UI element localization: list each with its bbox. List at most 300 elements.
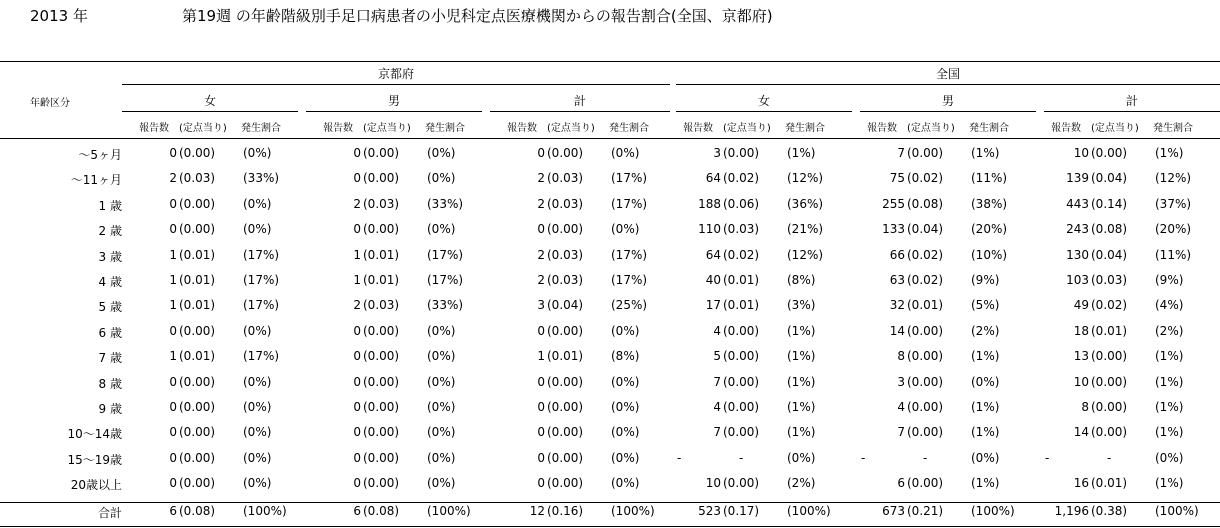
report-count: 0 xyxy=(353,323,361,338)
per-sentinel: (0.00) xyxy=(179,476,216,491)
per-sentinel: (0.02) xyxy=(723,247,760,262)
table-row xyxy=(0,241,1220,266)
per-sentinel: (0.01) xyxy=(179,273,216,287)
report-count: - xyxy=(1045,450,1050,465)
report-count: 1,196 xyxy=(1054,503,1089,518)
report-year: 2013 年 xyxy=(30,7,88,25)
occurrence-rate: (0%) xyxy=(427,222,456,237)
occurrence-rate: (0%) xyxy=(243,323,272,338)
per-sentinel: (0.00) xyxy=(547,146,584,160)
occurrence-rate: (17%) xyxy=(611,196,648,211)
report-count: 1 xyxy=(169,247,177,262)
occurrence-rate: (25%) xyxy=(611,298,648,313)
occurrence-rate: (0%) xyxy=(611,146,640,160)
report-count: 673 xyxy=(882,503,905,518)
report-count: 3 xyxy=(897,374,905,389)
per-sentinel: (0.00) xyxy=(363,400,400,414)
report-count: 0 xyxy=(537,450,545,465)
occurrence-rate: (0%) xyxy=(611,374,640,389)
column-header-per: (定点当り) xyxy=(179,123,227,134)
age-label: 1 歳 xyxy=(98,198,122,213)
occurrence-rate: (12%) xyxy=(787,247,824,262)
sex-header-k-male: 男 xyxy=(387,94,400,108)
report-count: 1 xyxy=(169,298,177,313)
sub-rule-n-t xyxy=(1044,111,1220,112)
report-count: 0 xyxy=(353,349,361,364)
occurrence-rate: (100%) xyxy=(971,503,1015,518)
per-sentinel: (0.01) xyxy=(363,273,400,287)
occurrence-rate: (20%) xyxy=(1155,222,1192,237)
report-count: 18 xyxy=(1073,323,1089,338)
occurrence-rate: (1%) xyxy=(787,425,816,440)
occurrence-rate: (2%) xyxy=(1155,323,1184,338)
column-header-rate: 発生割合 xyxy=(609,123,649,134)
occurrence-rate: (0%) xyxy=(427,450,456,465)
report-count: 7 xyxy=(713,374,721,389)
occurrence-rate: (1%) xyxy=(787,349,816,364)
per-sentinel: (0.00) xyxy=(363,222,400,237)
occurrence-rate: (1%) xyxy=(787,374,816,389)
report-count: 0 xyxy=(169,476,177,491)
per-sentinel: (0.00) xyxy=(907,476,944,491)
table-bottom-rule xyxy=(0,526,1220,527)
per-sentinel: (0.00) xyxy=(907,374,944,389)
per-sentinel: (0.02) xyxy=(723,171,760,186)
report-count: 2 xyxy=(537,273,545,287)
per-sentinel: (0.00) xyxy=(547,323,584,338)
occurrence-rate: (1%) xyxy=(787,146,816,160)
per-sentinel: (0.01) xyxy=(179,349,216,364)
report-count: 4 xyxy=(713,400,721,414)
per-sentinel: (0.00) xyxy=(907,400,944,414)
per-sentinel: (0.00) xyxy=(907,323,944,338)
occurrence-rate: (37%) xyxy=(1155,196,1192,211)
per-sentinel: (0.00) xyxy=(179,323,216,338)
report-count: 2 xyxy=(169,171,177,186)
report-count: 103 xyxy=(1066,273,1089,287)
per-sentinel: (0.00) xyxy=(363,425,400,440)
per-sentinel: (0.03) xyxy=(547,247,584,262)
column-header-report: 報告数 xyxy=(139,123,169,134)
report-count: 7 xyxy=(897,146,905,160)
per-sentinel: (0.00) xyxy=(907,425,944,440)
per-sentinel: (0.00) xyxy=(723,146,760,160)
occurrence-rate: (0%) xyxy=(611,323,640,338)
column-header-report: 報告数 xyxy=(1051,123,1081,134)
per-sentinel: (0.00) xyxy=(547,374,584,389)
per-sentinel: (0.06) xyxy=(723,196,760,211)
report-count: 64 xyxy=(705,171,721,186)
table-row xyxy=(0,418,1220,443)
table-row xyxy=(0,317,1220,342)
national-group-rule xyxy=(676,84,1220,85)
occurrence-rate: (1%) xyxy=(1155,146,1184,160)
report-count: 188 xyxy=(698,196,721,211)
sub-rule-n-f xyxy=(676,111,852,112)
occurrence-rate: (8%) xyxy=(787,273,816,287)
report-count: 443 xyxy=(1066,196,1089,211)
occurrence-rate: (17%) xyxy=(243,247,280,262)
table-row xyxy=(0,164,1220,189)
occurrence-rate: (0%) xyxy=(427,425,456,440)
per-sentinel: (0.38) xyxy=(1091,503,1128,518)
report-count: 4 xyxy=(897,400,905,414)
occurrence-rate: (1%) xyxy=(971,146,1000,160)
occurrence-rate: (0%) xyxy=(243,450,272,465)
per-sentinel: (0.00) xyxy=(723,323,760,338)
report-count: 6 xyxy=(353,503,361,518)
occurrence-rate: (0%) xyxy=(611,450,640,465)
per-sentinel: (0.03) xyxy=(547,273,584,287)
per-sentinel: (0.00) xyxy=(179,400,216,414)
per-sentinel: (0.03) xyxy=(179,171,216,186)
sub-rule-k-m xyxy=(306,111,482,112)
per-sentinel: (0.00) xyxy=(363,146,400,160)
occurrence-rate: (100%) xyxy=(243,503,287,518)
report-count: 14 xyxy=(1073,425,1089,440)
table-row xyxy=(0,497,1220,522)
occurrence-rate: (12%) xyxy=(787,171,824,186)
report-count: 7 xyxy=(713,425,721,440)
column-header-report: 報告数 xyxy=(323,123,353,134)
kyoto-group-rule xyxy=(122,84,670,85)
report-count: 0 xyxy=(353,374,361,389)
report-count: 8 xyxy=(1081,400,1089,414)
table-row xyxy=(0,139,1220,164)
occurrence-rate: (1%) xyxy=(971,349,1000,364)
per-sentinel: (0.00) xyxy=(547,450,584,465)
report-count: 523 xyxy=(698,503,721,518)
per-sentinel: (0.00) xyxy=(1091,425,1128,440)
per-sentinel: (0.01) xyxy=(723,273,760,287)
per-sentinel: (0.00) xyxy=(363,323,400,338)
occurrence-rate: (1%) xyxy=(1155,425,1184,440)
per-sentinel: (0.00) xyxy=(547,476,584,491)
occurrence-rate: (0%) xyxy=(1155,450,1184,465)
column-header-report: 報告数 xyxy=(867,123,897,134)
occurrence-rate: (17%) xyxy=(427,247,464,262)
column-header-per: (定点当り) xyxy=(547,123,595,134)
occurrence-rate: (21%) xyxy=(787,222,824,237)
age-label: 7 歳 xyxy=(98,351,122,366)
occurrence-rate: (5%) xyxy=(971,298,1000,313)
age-label: ～5ヶ月 xyxy=(78,148,122,162)
per-sentinel: (0.00) xyxy=(907,146,944,160)
sex-header-n-male: 男 xyxy=(941,94,954,108)
table-top-rule xyxy=(0,61,1220,62)
table-row xyxy=(0,342,1220,367)
occurrence-rate: (1%) xyxy=(1155,374,1184,389)
report-count: 6 xyxy=(169,503,177,518)
report-count: 63 xyxy=(889,273,905,287)
occurrence-rate: (1%) xyxy=(787,400,816,414)
report-count: 0 xyxy=(537,476,545,491)
report-title: 第19週 の年齢階級別手足口病患者の小児科定点医療機関からの報告割合(全国、京都府) xyxy=(182,7,773,25)
column-header-rate: 発生割合 xyxy=(785,123,825,134)
per-sentinel: (0.02) xyxy=(907,247,944,262)
per-sentinel: (0.21) xyxy=(907,503,944,518)
report-count: 0 xyxy=(169,222,177,237)
table-row xyxy=(0,469,1220,494)
report-count: 0 xyxy=(353,450,361,465)
report-count: 2 xyxy=(353,196,361,211)
per-sentinel: (0.01) xyxy=(907,298,944,313)
age-label: 5 歳 xyxy=(98,300,122,315)
report-count: 75 xyxy=(889,171,905,186)
report-count: 10 xyxy=(1073,146,1089,160)
report-count: 66 xyxy=(889,247,905,262)
report-count: 3 xyxy=(713,146,721,160)
occurrence-rate: (17%) xyxy=(427,273,464,287)
occurrence-rate: (17%) xyxy=(243,273,280,287)
column-header-per: (定点当り) xyxy=(363,123,411,134)
report-count: 3 xyxy=(537,298,545,313)
report-count: 2 xyxy=(537,247,545,262)
report-count: 1 xyxy=(537,349,545,364)
per-sentinel: (0.00) xyxy=(723,476,760,491)
age-label: 10～14歳 xyxy=(67,427,122,442)
region-header-kyoto: 京都府 xyxy=(377,67,414,81)
per-sentinel: (0.03) xyxy=(363,298,400,313)
sub-rule-k-t xyxy=(490,111,670,112)
report-count: 0 xyxy=(537,374,545,389)
per-sentinel: (0.00) xyxy=(547,222,584,237)
per-sentinel: (0.02) xyxy=(1091,298,1128,313)
age-label: 8 歳 xyxy=(98,376,122,391)
sub-rule-k-f xyxy=(122,111,298,112)
region-header-national: 全国 xyxy=(935,67,960,81)
per-sentinel: (0.01) xyxy=(179,298,216,313)
occurrence-rate: (8%) xyxy=(611,349,640,364)
occurrence-rate: (0%) xyxy=(427,476,456,491)
occurrence-rate: (100%) xyxy=(611,503,655,518)
column-header-rate: 発生割合 xyxy=(425,123,465,134)
report-count: 2 xyxy=(537,196,545,211)
per-sentinel: (0.00) xyxy=(363,476,400,491)
report-count: 0 xyxy=(353,425,361,440)
table-row xyxy=(0,368,1220,393)
occurrence-rate: (1%) xyxy=(971,425,1000,440)
per-sentinel: (0.08) xyxy=(907,196,944,211)
per-sentinel: - xyxy=(1107,450,1112,465)
per-sentinel: (0.04) xyxy=(1091,171,1128,186)
table-row xyxy=(0,215,1220,240)
per-sentinel: (0.00) xyxy=(723,425,760,440)
report-count: 1 xyxy=(353,247,361,262)
report-count: 6 xyxy=(897,476,905,491)
age-label: ～11ヶ月 xyxy=(70,173,122,188)
report-count: 12 xyxy=(529,503,545,518)
per-sentinel: (0.00) xyxy=(547,425,584,440)
report-count: 8 xyxy=(897,349,905,364)
occurrence-rate: (1%) xyxy=(1155,400,1184,414)
report-count: 130 xyxy=(1066,247,1089,262)
report-count: 110 xyxy=(698,222,721,237)
per-sentinel: (0.08) xyxy=(363,503,400,518)
per-sentinel: (0.01) xyxy=(1091,323,1128,338)
per-sentinel: (0.00) xyxy=(363,171,400,186)
table-row xyxy=(0,291,1220,316)
per-sentinel: (0.01) xyxy=(363,247,400,262)
occurrence-rate: (17%) xyxy=(611,171,648,186)
report-count: 10 xyxy=(705,476,721,491)
per-sentinel: (0.14) xyxy=(1091,196,1128,211)
sex-header-k-total: 計 xyxy=(573,94,586,108)
per-sentinel: (0.00) xyxy=(907,349,944,364)
column-header-rate: 発生割合 xyxy=(241,123,281,134)
per-sentinel: (0.17) xyxy=(723,503,760,518)
per-sentinel: (0.00) xyxy=(179,222,216,237)
occurrence-rate: (17%) xyxy=(611,247,648,262)
table-row xyxy=(0,190,1220,215)
report-count: 1 xyxy=(169,273,177,287)
per-sentinel: (0.03) xyxy=(1091,273,1128,287)
report-count: 0 xyxy=(169,400,177,414)
report-count: 133 xyxy=(882,222,905,237)
per-sentinel: (0.00) xyxy=(723,400,760,414)
per-sentinel: (0.08) xyxy=(1091,222,1128,237)
age-label: 4 歳 xyxy=(98,275,122,289)
occurrence-rate: (0%) xyxy=(971,450,1000,465)
report-count: 139 xyxy=(1066,171,1089,186)
report-count: 0 xyxy=(537,323,545,338)
report-count: 0 xyxy=(353,222,361,237)
column-header-per: (定点当り) xyxy=(723,123,771,134)
report-count: 0 xyxy=(537,222,545,237)
report-count: 0 xyxy=(537,425,545,440)
column-header-report: 報告数 xyxy=(683,123,713,134)
report-count: 2 xyxy=(353,298,361,313)
occurrence-rate: (9%) xyxy=(1155,273,1184,287)
column-header-rate: 発生割合 xyxy=(1153,123,1193,134)
per-sentinel: (0.00) xyxy=(179,374,216,389)
per-sentinel: (0.00) xyxy=(179,450,216,465)
sub-rule-n-m xyxy=(860,111,1036,112)
report-count: 0 xyxy=(169,450,177,465)
occurrence-rate: (100%) xyxy=(427,503,471,518)
report-count: 0 xyxy=(537,146,545,160)
per-sentinel: (0.08) xyxy=(179,503,216,518)
sex-header-k-female: 女 xyxy=(203,94,216,108)
occurrence-rate: (0%) xyxy=(243,425,272,440)
report-count: 1 xyxy=(353,273,361,287)
per-sentinel: (0.03) xyxy=(363,196,400,211)
report-count: 0 xyxy=(537,400,545,414)
per-sentinel: (0.00) xyxy=(1091,400,1128,414)
occurrence-rate: (1%) xyxy=(971,400,1000,414)
per-sentinel: (0.02) xyxy=(907,171,944,186)
report-count: 255 xyxy=(882,196,905,211)
per-sentinel: (0.00) xyxy=(723,374,760,389)
occurrence-rate: (17%) xyxy=(243,349,280,364)
per-sentinel: (0.00) xyxy=(1091,349,1128,364)
occurrence-rate: (1%) xyxy=(787,323,816,338)
age-label: 3 歳 xyxy=(98,249,122,264)
occurrence-rate: (0%) xyxy=(243,476,272,491)
occurrence-rate: (0%) xyxy=(427,323,456,338)
age-label: 合計 xyxy=(97,505,122,520)
per-sentinel: - xyxy=(739,450,744,465)
occurrence-rate: (1%) xyxy=(1155,476,1184,491)
occurrence-rate: (9%) xyxy=(971,273,1000,287)
report-count: - xyxy=(677,450,682,465)
age-column-header: 年齢区分 xyxy=(30,98,70,109)
column-header-rate: 発生割合 xyxy=(969,123,1009,134)
occurrence-rate: (0%) xyxy=(427,146,456,160)
occurrence-rate: (10%) xyxy=(971,247,1008,262)
report-count: 0 xyxy=(353,400,361,414)
per-sentinel: (0.00) xyxy=(547,400,584,414)
per-sentinel: (0.03) xyxy=(547,196,584,211)
occurrence-rate: (0%) xyxy=(611,222,640,237)
occurrence-rate: (36%) xyxy=(787,196,824,211)
column-header-per: (定点当り) xyxy=(1091,123,1139,134)
occurrence-rate: (0%) xyxy=(427,349,456,364)
sex-header-n-total: 計 xyxy=(1125,94,1138,108)
report-count: 32 xyxy=(889,298,905,313)
report-count: - xyxy=(861,450,866,465)
age-label: 20歳以上 xyxy=(70,478,122,493)
per-sentinel: (0.01) xyxy=(179,247,216,262)
occurrence-rate: (0%) xyxy=(243,146,272,160)
per-sentinel: (0.00) xyxy=(179,425,216,440)
occurrence-rate: (33%) xyxy=(427,196,464,211)
report-count: 1 xyxy=(169,349,177,364)
occurrence-rate: (0%) xyxy=(427,171,456,186)
occurrence-rate: (17%) xyxy=(611,273,648,287)
occurrence-rate: (2%) xyxy=(971,323,1000,338)
column-header-report: 報告数 xyxy=(507,123,537,134)
occurrence-rate: (0%) xyxy=(427,374,456,389)
occurrence-rate: (0%) xyxy=(243,222,272,237)
sex-header-n-female: 女 xyxy=(757,94,770,108)
per-sentinel: (0.04) xyxy=(907,222,944,237)
column-header-per: (定点当り) xyxy=(907,123,955,134)
report-count: 2 xyxy=(537,171,545,186)
occurrence-rate: (4%) xyxy=(1155,298,1184,313)
report-count: 0 xyxy=(353,171,361,186)
report-count: 0 xyxy=(169,374,177,389)
report-count: 16 xyxy=(1073,476,1089,491)
report-count: 0 xyxy=(169,425,177,440)
occurrence-rate: (38%) xyxy=(971,196,1008,211)
occurrence-rate: (11%) xyxy=(971,171,1008,186)
occurrence-rate: (100%) xyxy=(1155,503,1199,518)
report-count: 5 xyxy=(713,349,721,364)
report-count: 10 xyxy=(1073,374,1089,389)
report-count: 4 xyxy=(713,323,721,338)
occurrence-rate: (0%) xyxy=(787,450,816,465)
occurrence-rate: (100%) xyxy=(787,503,831,518)
occurrence-rate: (17%) xyxy=(243,298,280,313)
occurrence-rate: (0%) xyxy=(243,196,272,211)
occurrence-rate: (20%) xyxy=(971,222,1008,237)
occurrence-rate: (0%) xyxy=(243,374,272,389)
per-sentinel: (0.00) xyxy=(723,349,760,364)
report-count: 64 xyxy=(705,247,721,262)
per-sentinel: (0.01) xyxy=(723,298,760,313)
occurrence-rate: (0%) xyxy=(243,400,272,414)
table-row xyxy=(0,444,1220,469)
per-sentinel: (0.02) xyxy=(907,273,944,287)
per-sentinel: (0.04) xyxy=(547,298,584,313)
occurrence-rate: (1%) xyxy=(971,476,1000,491)
age-label: 15～19歳 xyxy=(67,452,122,467)
per-sentinel: (0.00) xyxy=(1091,374,1128,389)
age-label: 6 歳 xyxy=(98,325,122,340)
occurrence-rate: (0%) xyxy=(427,400,456,414)
report-count: 14 xyxy=(889,323,905,338)
